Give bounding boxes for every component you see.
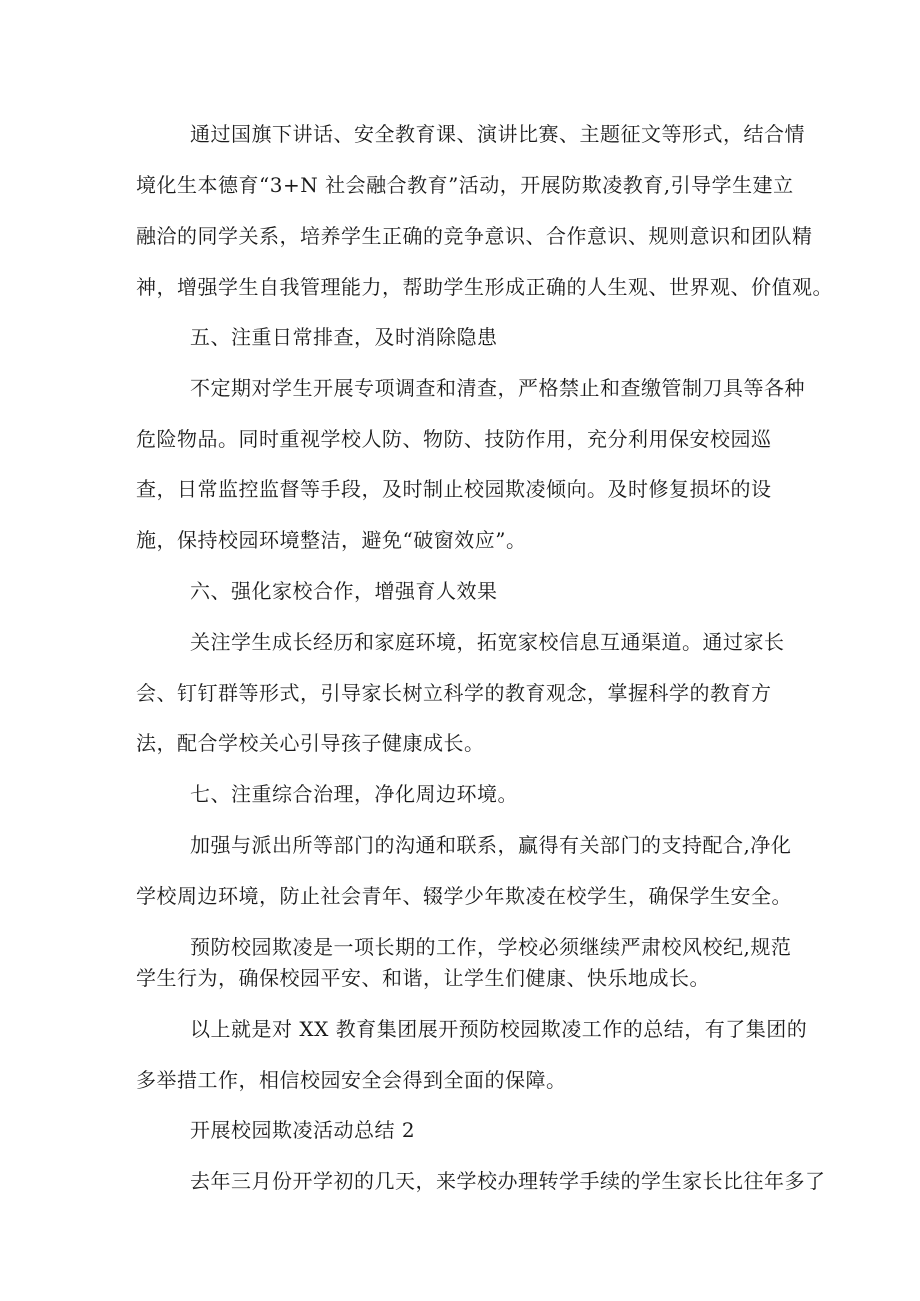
paragraph-line: 法，配合学校关心引导孩子健康成长。 — [136, 731, 485, 755]
section-heading-6: 六、强化家校合作，增强育人效果 — [190, 579, 498, 603]
paragraph-line: 多举措工作，相信校园安全会得到全面的保障。 — [136, 1068, 567, 1092]
paragraph-line: 以上就是对 XX 教育集团展开预防校园欺凌工作的总结，有了集团的 — [190, 1017, 808, 1041]
section-heading-7: 七、注重综合治理，净化周边环境。 — [190, 782, 518, 806]
paragraph-line: 通过国旗下讲话、安全教育课、演讲比赛、主题征文等形式，结合情 — [190, 122, 805, 146]
paragraph-line: 加强与派出所等部门的沟通和联系，赢得有关部门的支持配合,净化 — [190, 833, 792, 857]
paragraph-line: 查，日常监控监督等手段，及时制止校园欺凌倾向。及时修复损坏的设 — [136, 477, 772, 501]
paragraph-line: 施，保持校园环境整洁，避免“破窗效应”。 — [136, 528, 527, 552]
paragraph-line: 会、钉钉群等形式，引导家长树立科学的教育观念，掌握科学的教育方 — [136, 681, 772, 705]
paragraph-line: 危险物品。同时重视学校人防、物防、技防作用，充分利用保安校园巡 — [136, 427, 772, 451]
paragraph-line: 关注学生成长经历和家庭环境，拓宽家校信息互通渠道。通过家长 — [190, 630, 785, 654]
paragraph-line: 学生行为，确保校园平安、和谐，让学生们健康、快乐地成长。 — [136, 966, 710, 990]
paragraph-line: 融洽的同学关系，培养学生正确的竞争意识、合作意识、规则意识和团队精 — [136, 224, 813, 248]
section-heading-5: 五、注重日常排查，及时消除隐患 — [190, 325, 498, 349]
paragraph-line: 学校周边环境，防止社会青年、辍学少年欺凌在校学生，确保学生安全。 — [136, 884, 792, 908]
paragraph-line: 境化生本德育“3+N 社会融合教育”活动，开展防欺凌教育,引导学生建立 — [136, 173, 794, 197]
article-title: 开展校园欺凌活动总结 2 — [190, 1118, 416, 1142]
paragraph-line: 去年三月份开学初的几天，来学校办理转学手续的学生家长比往年多了 — [190, 1169, 826, 1193]
paragraph-line: 不定期对学生开展专项调查和清查，严格禁止和查缴管制刀具等各种 — [190, 376, 805, 400]
paragraph-line: 预防校园欺凌是一项长期的工作，学校必须继续严肃校风校纪,规范 — [190, 935, 792, 959]
paragraph-line: 神，增强学生自我管理能力，帮助学生形成正确的人生观、世界观、价值观。 — [136, 275, 833, 299]
